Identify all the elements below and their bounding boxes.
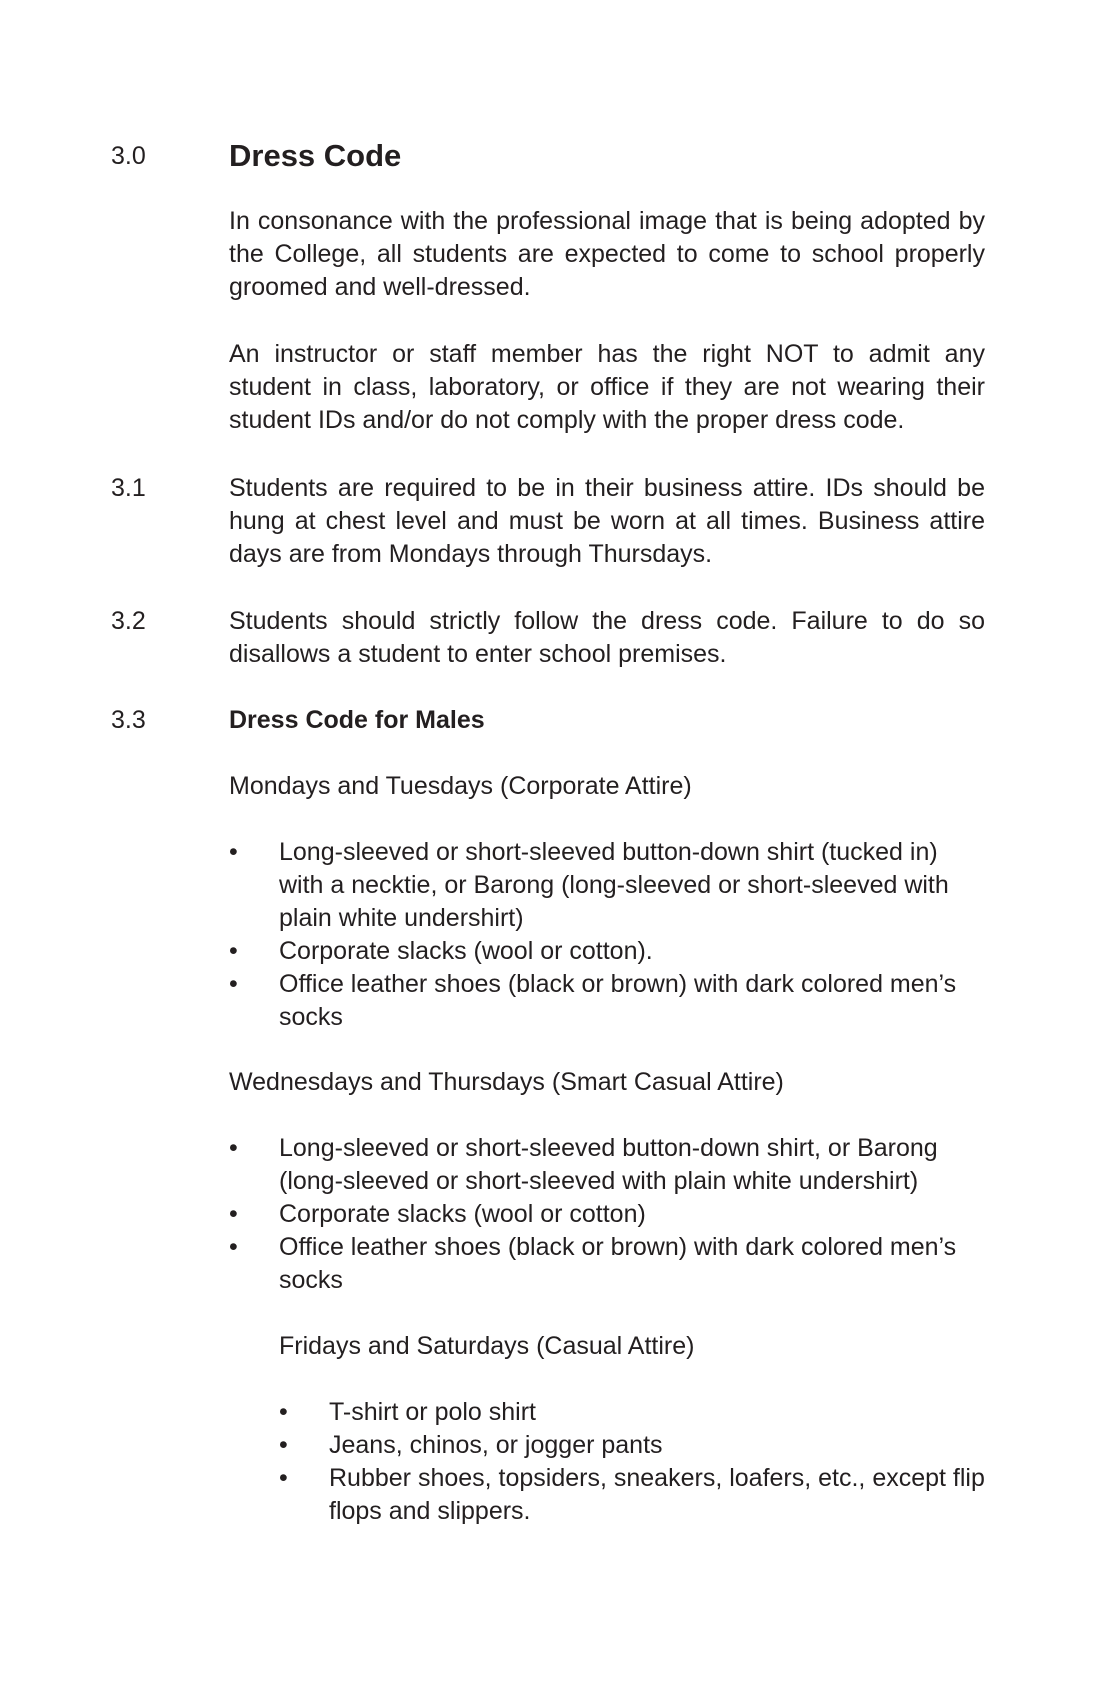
section-number: 3.2 bbox=[111, 607, 146, 635]
section-number: 3.0 bbox=[111, 142, 146, 170]
paragraph: An instructor or staff member has the right NOT to admit any student in class, laboratory, or office if they are not wearing their student IDs and/or do not comply with the proper dress code. bbox=[229, 340, 985, 434]
list-item-text: Corporate slacks (wool or cotton) bbox=[279, 1200, 646, 1228]
bullet-icon: • bbox=[279, 1431, 288, 1459]
day-group-heading: Wednesdays and Thursdays (Smart Casual Attire) bbox=[229, 1068, 784, 1096]
bullet-icon: • bbox=[229, 970, 238, 998]
list-item bbox=[229, 935, 985, 968]
bullet-icon: • bbox=[229, 1233, 238, 1261]
list-item-text: Jeans, chinos, or jogger pants bbox=[329, 1431, 663, 1459]
list-item bbox=[279, 1396, 985, 1429]
bullet-icon: • bbox=[279, 1398, 288, 1426]
day-group-heading: Fridays and Saturdays (Casual Attire) bbox=[279, 1332, 695, 1360]
section-number: 3.1 bbox=[111, 474, 146, 502]
bullet-icon: • bbox=[229, 838, 238, 866]
bullet-icon: • bbox=[229, 1134, 238, 1162]
list-item bbox=[279, 1429, 985, 1462]
bullet-list bbox=[279, 1396, 985, 1528]
section-title: Dress Code for Males bbox=[229, 706, 485, 734]
list-item bbox=[229, 1132, 985, 1198]
list-item-text: Office leather shoes (black or brown) with dark colored men’s socks bbox=[279, 1233, 957, 1294]
bullet-icon: • bbox=[229, 1200, 238, 1228]
bullet-list bbox=[229, 836, 985, 1034]
bullet-list bbox=[229, 1132, 985, 1297]
bullet-icon: • bbox=[279, 1464, 288, 1492]
paragraph: Students should strictly follow the dress code. Failure to do so disallows a student to enter school premises. bbox=[229, 607, 985, 668]
list-item-text: Office leather shoes (black or brown) with dark colored men’s socks bbox=[279, 970, 957, 1031]
paragraph: In consonance with the professional image that is being adopted by the College, all students are expected to come to school properly groomed and well-dressed. bbox=[229, 207, 985, 301]
day-group-heading: Mondays and Tuesdays (Corporate Attire) bbox=[229, 772, 692, 800]
list-item bbox=[279, 1462, 985, 1528]
section-title: Dress Code bbox=[229, 138, 402, 173]
section-number: 3.3 bbox=[111, 706, 146, 734]
bullet-icon: • bbox=[229, 937, 238, 965]
list-item bbox=[229, 836, 985, 935]
list-item bbox=[229, 1231, 985, 1297]
list-item-text: Rubber shoes, topsiders, sneakers, loafers, etc., except flip flops and slippers. bbox=[329, 1464, 985, 1525]
list-item bbox=[229, 1198, 985, 1231]
list-item-text: T-shirt or polo shirt bbox=[329, 1398, 537, 1426]
list-item-text: Corporate slacks (wool or cotton). bbox=[279, 937, 653, 965]
list-item-text: Long-sleeved or short-sleeved button-down shirt (tucked in) with a necktie, or Barong (long-sleeved or short-sleeved with plain white undershirt) bbox=[279, 838, 949, 932]
paragraph: Students are required to be in their business attire. IDs should be hung at chest level and must be worn at all times. Business attire days are from Mondays through Thursdays. bbox=[229, 474, 985, 568]
list-item-text: Long-sleeved or short-sleeved button-down shirt, or Barong (long-sleeved or short-sleeved with plain white undershirt) bbox=[279, 1134, 938, 1195]
list-item bbox=[229, 968, 985, 1034]
